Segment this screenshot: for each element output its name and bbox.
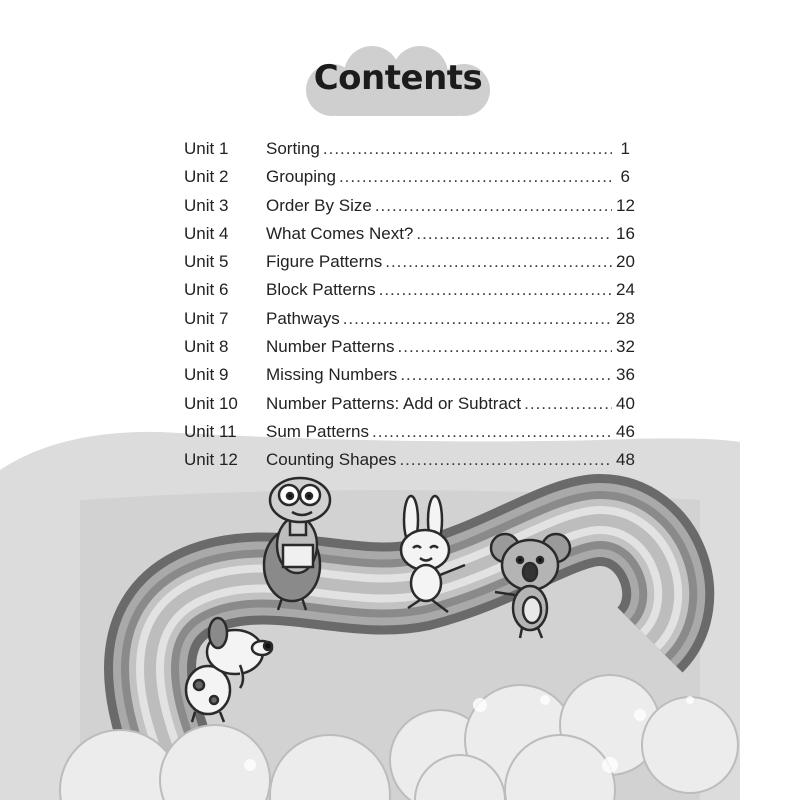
dot-leader [339, 163, 612, 191]
toc-unit-5: Unit 5 [184, 252, 229, 272]
toc-entry-10[interactable] [184, 390, 635, 418]
toc-title-2: Grouping [266, 167, 336, 187]
toc-entry-8[interactable] [184, 333, 635, 361]
table-of-contents [184, 135, 635, 475]
toc-entry-4[interactable] [184, 220, 635, 248]
toc-page-3: 12 [616, 195, 635, 215]
toc-title-11: Sum Patterns [266, 421, 369, 441]
toc-page-11: 46 [616, 421, 635, 441]
dot-leader [399, 446, 612, 474]
toc-title-4: What Comes Next? [266, 223, 414, 243]
toc-page-6: 24 [616, 280, 635, 300]
toc-title-12: Counting Shapes [266, 450, 397, 470]
toc-title-8: Number Patterns [266, 337, 395, 357]
toc-unit-12: Unit 12 [184, 450, 238, 470]
toc-title-1: Sorting [266, 139, 320, 158]
toc-page-7: 28 [616, 308, 635, 328]
toc-page-9: 36 [616, 365, 635, 385]
toc-entry-12[interactable] [184, 446, 635, 474]
page-title: Contents [313, 58, 483, 98]
dot-leader [375, 192, 612, 220]
toc-unit-9: Unit 9 [184, 365, 229, 385]
toc-title-6: Block Patterns [266, 280, 376, 300]
toc-page-1: 1 [620, 139, 630, 158]
toc-page-4: 16 [616, 223, 635, 243]
toc-unit-1: Unit 1 [184, 139, 229, 158]
dot-leader [379, 276, 612, 304]
dot-leader [400, 361, 612, 389]
toc-page-5: 20 [616, 252, 635, 272]
toc-entry-1[interactable] [184, 135, 630, 163]
toc-unit-7: Unit 7 [184, 308, 229, 328]
toc-page-8: 32 [616, 337, 635, 357]
dot-leader [524, 390, 612, 418]
dot-leader [385, 248, 612, 276]
toc-unit-6: Unit 6 [184, 280, 229, 300]
toc-title-10: Number Patterns: Add or Subtract [266, 393, 522, 413]
toc-title-9: Missing Numbers [266, 365, 398, 385]
toc-unit-10: Unit 10 [184, 393, 238, 413]
dot-leader [398, 333, 613, 361]
toc-unit-11: Unit 11 [184, 421, 237, 441]
toc-unit-2: Unit 2 [184, 167, 229, 187]
toc-entry-9[interactable] [184, 361, 635, 389]
toc-entry-3[interactable] [184, 192, 635, 220]
dot-leader [416, 220, 612, 248]
dot-leader [323, 135, 612, 163]
dot-leader [343, 305, 612, 333]
toc-title-5: Figure Patterns [266, 252, 383, 272]
toc-page-10: 40 [616, 393, 635, 413]
toc-entry-5[interactable] [184, 248, 635, 276]
toc-title-7: Pathways [266, 308, 340, 328]
dot-leader [372, 418, 612, 446]
toc-entry-6[interactable] [184, 276, 635, 304]
toc-unit-8: Unit 8 [184, 337, 229, 357]
toc-unit-4: Unit 4 [184, 223, 229, 243]
toc-page-2: 6 [620, 167, 630, 187]
toc-entry-7[interactable] [184, 305, 635, 333]
toc-unit-3: Unit 3 [184, 195, 229, 215]
toc-title-3: Order By Size [266, 195, 372, 215]
toc-page-12: 48 [616, 450, 635, 470]
toc-entry-2[interactable] [184, 163, 630, 191]
toc-entry-11[interactable] [184, 418, 635, 446]
